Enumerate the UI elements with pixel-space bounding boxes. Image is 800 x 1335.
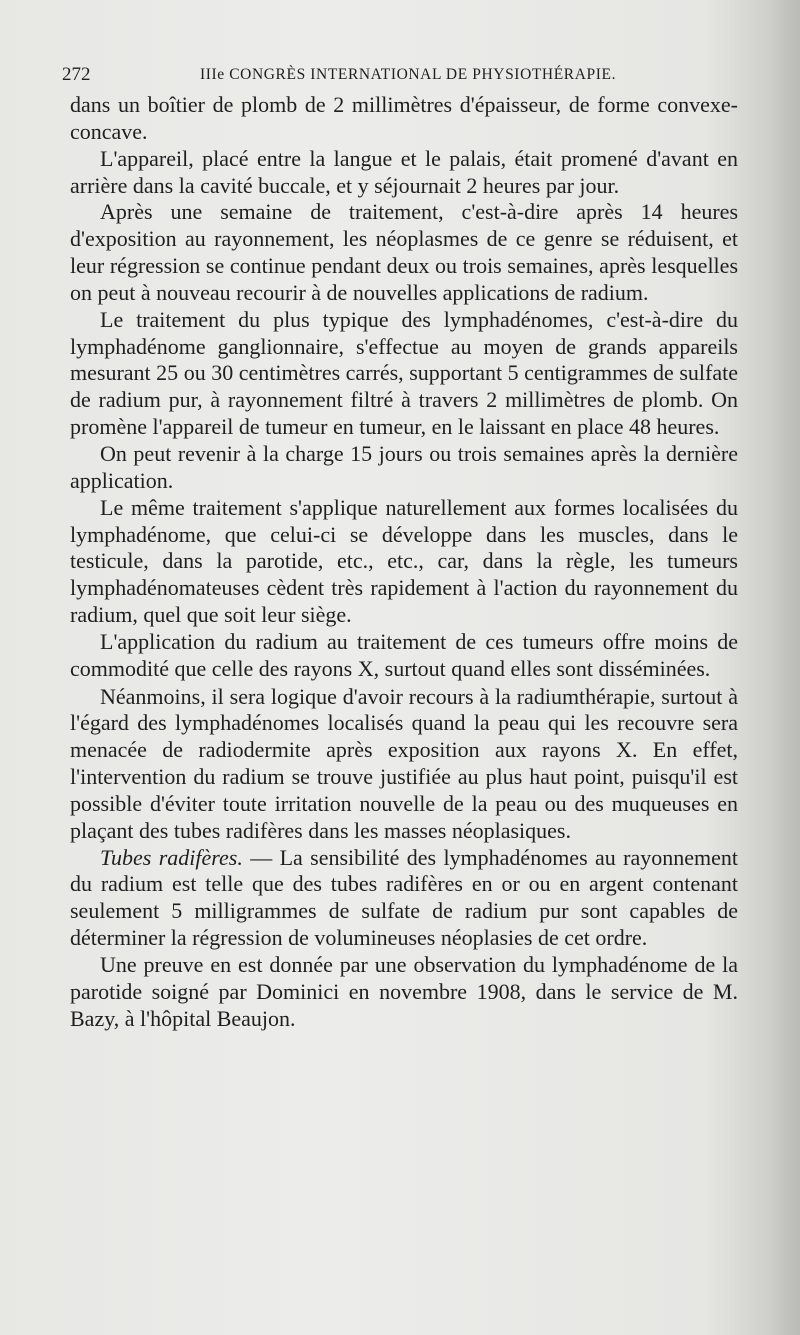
paragraph: L'application du radium au traitement de ces tumeurs offre moins de commodité que celle des rayons X, surtout quand elles sont disséminées. xyxy=(70,628,738,681)
paragraph: Après une semaine de traitement, c'est-à-dire après 14 heures d'exposition au rayonnement, les néoplasmes de ce genre se réduisent, et leur régression se continue pendant deux ou trois semaines, après lesquelles on peut à nouveau recourir à de nouvelles applications de radium. xyxy=(70,199,738,305)
paragraph-text: — La sensibilité des lymphadénomes au rayonnement du radium est telle que des tubes radifères en or ou en argent contenant seulement 5 milligrammes de sulfate de radium pur sont capables de déterminer la régression de volumineuses néoplasies de cet ordre. xyxy=(70,844,738,951)
page-number: 272 xyxy=(62,64,91,85)
paragraph: Une preuve en est donnée par une observation du lymphadénome de la parotide soigné par Dominici en novembre 1908, dans le service de M. Bazy, à l'hôpital Beaujon. xyxy=(70,952,738,1031)
paragraph: Néanmoins, il sera logique d'avoir recours à la radiumthérapie, surtout à l'égard des lymphadénomes localisés quand la peau qui les recouvre sera menacée de radiodermite après exposition aux rayons X. En effet, l'intervention du radium se trouve justifiée au plus haut point, puisqu'il est possible d'éviter toute irritation nouvelle de la peau ou des muqueuses en plaçant des tubes radifères dans les masses néoplasiques. xyxy=(70,683,738,843)
section-lead: Tubes radifères. xyxy=(100,844,243,870)
paragraph-tubes xyxy=(70,845,738,952)
paragraph: Le même traitement s'applique naturellement aux formes localisées du lymphadénome, que celui-ci se développe dans les muscles, dans le testicule, dans la parotide, etc., etc., car, dans la règle, les tumeurs lymphadénomateuses cèdent très rapidement à l'action du rayonnement du radium, quel que soit leur siège. xyxy=(70,494,738,628)
paragraph: Le traitement du plus typique des lymphadénomes, c'est-à-dire du lymphadénome ganglionnaire, s'effectue au moyen de grands appareils mesurant 25 ou 30 centimètres carrés, supportant 5 centigrammes de sulfate de radium pur, à rayonnement filtré à travers 2 millimètres de plomb. On promène l'appareil de tumeur en tumeur, en le laissant en place 48 heures. xyxy=(70,306,738,440)
running-title: IIIe CONGRÈS INTERNATIONAL DE PHYSIOTHÉRAPIE. xyxy=(200,66,617,83)
page-header xyxy=(62,60,730,88)
paragraph: L'appareil, placé entre la langue et le palais, était promené d'avant en arrière dans la cavité buccale, et y séjournait 2 heures par jour. xyxy=(70,145,738,198)
paragraph: On peut revenir à la charge 15 jours ou trois semaines après la dernière application. xyxy=(70,440,738,493)
body-text xyxy=(70,92,738,1033)
paragraph: dans un boîtier de plomb de 2 millimètres d'épaisseur, de forme convexe-concave. xyxy=(70,92,738,144)
